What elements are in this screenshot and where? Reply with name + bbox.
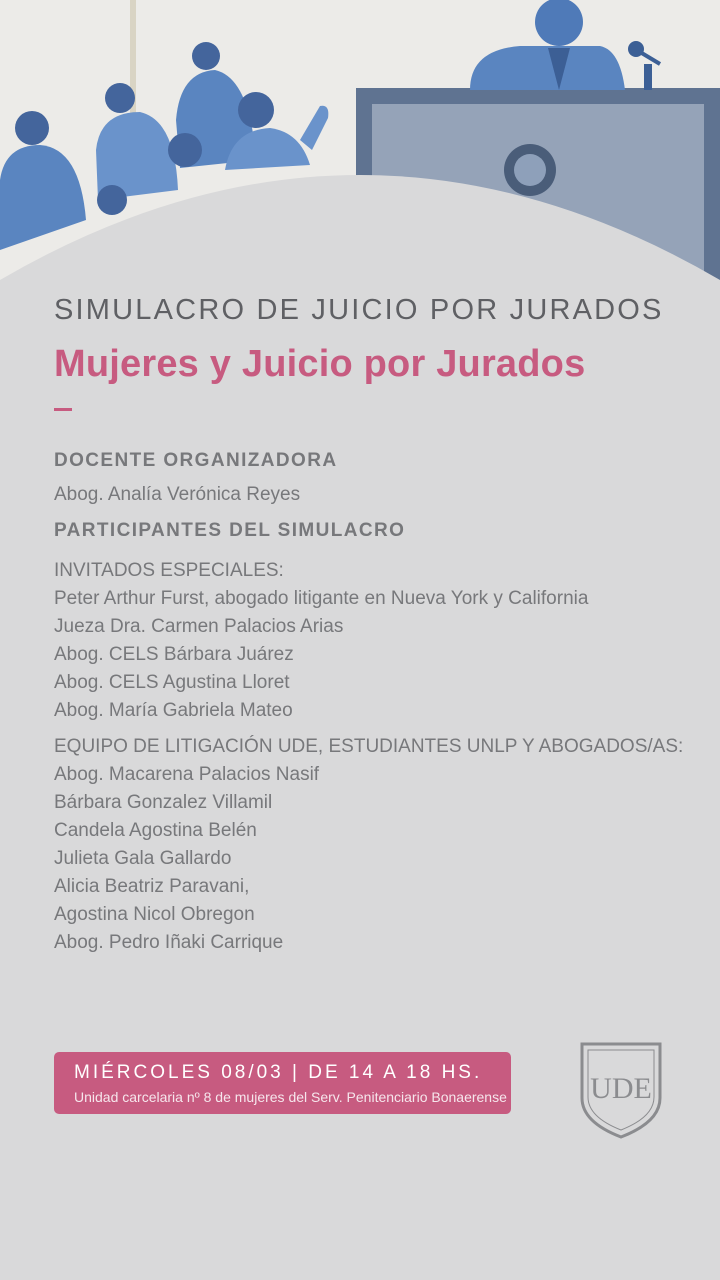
ude-logo bbox=[578, 1040, 664, 1140]
list-item: Agostina Nicol Obregon bbox=[54, 904, 255, 925]
list-item: Abog. CELS Bárbara Juárez bbox=[54, 644, 294, 665]
jury-and-judge-icon bbox=[0, 0, 720, 290]
organizer-heading: DOCENTE ORGANIZADORA bbox=[54, 450, 338, 471]
list-item: Abog. María Gabriela Mateo bbox=[54, 700, 293, 721]
main-content bbox=[54, 290, 694, 957]
participants-heading: PARTICIPANTES DEL SIMULACRO bbox=[54, 520, 406, 541]
logo-text: UDE bbox=[590, 1072, 652, 1105]
event-date-banner bbox=[54, 1052, 511, 1114]
page-title: Mujeres y Juicio por Jurados bbox=[54, 343, 586, 385]
list-item: Jueza Dra. Carmen Palacios Arias bbox=[54, 616, 344, 637]
event-location: Unidad carcelaria nº 8 de mujeres del Serv. Penitenciario Bonaerense bbox=[74, 1089, 507, 1105]
list-item: Candela Agostina Belén bbox=[54, 820, 257, 841]
event-datetime: MIÉRCOLES 08/03 | DE 14 A 18 HS. bbox=[74, 1062, 483, 1083]
team-heading: EQUIPO DE LITIGACIÓN UDE, ESTUDIANTES UNLP Y ABOGADOS/AS: bbox=[54, 736, 684, 757]
list-item: Peter Arthur Furst, abogado litigante en Nueva York y California bbox=[54, 588, 589, 609]
list-item: Abog. Pedro Iñaki Carrique bbox=[54, 932, 284, 953]
guests-heading: INVITADOS ESPECIALES: bbox=[54, 560, 284, 581]
list-item: Julieta Gala Gallardo bbox=[54, 848, 232, 869]
event-kicker: SIMULACRO DE JUICIO POR JURADOS bbox=[54, 294, 664, 326]
guests-list bbox=[54, 585, 694, 725]
courtroom-illustration bbox=[0, 0, 720, 290]
organizer-name: Abog. Analía Verónica Reyes bbox=[54, 484, 301, 505]
team-list bbox=[54, 761, 694, 957]
list-item: Abog. CELS Agustina Lloret bbox=[54, 672, 290, 693]
shield-icon bbox=[578, 1040, 664, 1140]
list-item: Alicia Beatriz Paravani, bbox=[54, 876, 250, 897]
list-item: Bárbara Gonzalez Villamil bbox=[54, 792, 273, 813]
list-item: Abog. Macarena Palacios Nasif bbox=[54, 764, 320, 785]
